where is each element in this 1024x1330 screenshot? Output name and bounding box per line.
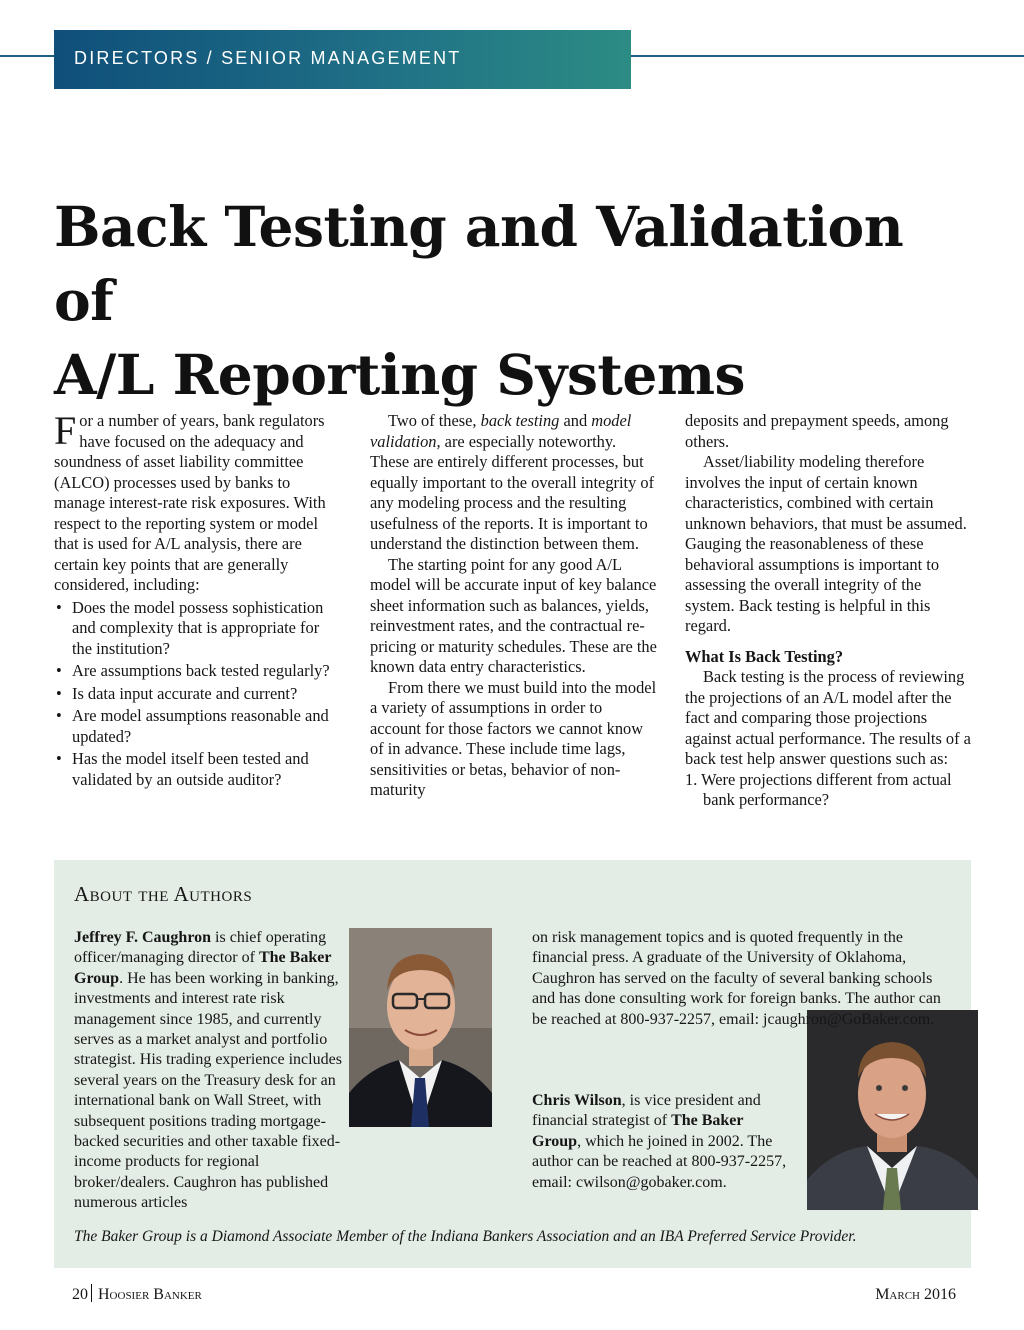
- bullet-icon: •: [56, 706, 62, 725]
- section-label: DIRECTORS / SENIOR MANAGEMENT: [74, 48, 462, 68]
- bullet-icon: •: [56, 597, 62, 617]
- author-bio-wilson: Chris Wilson, is vice president and financial strategist of The Baker Group, which he joined in 2002. The author can be reached at 800-937-2257, email: cwilson@gobaker.com.: [532, 1092, 787, 1191]
- bullet-icon: •: [56, 661, 62, 680]
- author-name: Jeffrey F. Caughron: [74, 929, 212, 946]
- paragraph: deposits and prepayment speeds, among others.: [685, 411, 949, 451]
- membership-note: The Baker Group is a Diamond Associate Member of the Indiana Bankers Association and an IBA Preferred Service Provider.: [74, 1228, 857, 1245]
- about-authors-box: [54, 860, 971, 1268]
- list-item: • Has the model itself been tested and validated by an outside auditor?: [56, 749, 309, 789]
- subheading: What Is Back Testing?: [685, 646, 844, 666]
- author-photo-wilson: [807, 1010, 978, 1210]
- column-3: [685, 411, 972, 811]
- page-number: 20: [72, 1286, 88, 1303]
- publication-name: Hoosier Banker: [98, 1286, 202, 1303]
- question-item: 1. Were projections different from actual bank performance?: [685, 769, 952, 809]
- issue-date: March 2016: [875, 1286, 956, 1303]
- portrait-icon: [807, 1010, 978, 1210]
- paragraph: Asset/liability modeling therefore involves the input of certain known characteristics, combined with certain unknown behaviors, that must be assumed. Gauging the reasonableness of these behavioral assumptions is important to assessing the overall integrity of the system. Back testing is helpful in this regard.: [685, 452, 967, 635]
- author-name: Chris Wilson: [532, 1092, 622, 1109]
- page-footer-left: [72, 1284, 202, 1306]
- author-photo-caughron: [349, 928, 492, 1127]
- bullet-icon: •: [56, 749, 62, 768]
- portrait-icon: [349, 928, 492, 1127]
- page-footer-right: [875, 1284, 956, 1306]
- list-item: • Are model assumptions reasonable and updated?: [56, 706, 329, 746]
- bullet-icon: •: [56, 683, 62, 703]
- list-item: • Is data input accurate and current?: [56, 683, 298, 703]
- list-item: • Are assumptions back tested regularly?: [56, 661, 330, 680]
- company-name: The Baker Group: [532, 1112, 744, 1150]
- title-line-2: A/L Reporting Systems: [54, 342, 745, 407]
- author-bio-continued: on risk management topics and is quoted frequently in the financial press. A graduate of the University of Oklahoma, Caughron has served on the faculty of several banking schools and has done consulting work for foreign banks. The author can be reached at 800-937-2257, email: jcaughron@GoBaker.com.: [532, 929, 941, 1028]
- column-1: [54, 408, 341, 792]
- section-banner: [54, 30, 631, 89]
- list-item: • Does the model possess sophistication and complexity that is appropriate for the institution?: [56, 597, 324, 658]
- title-line-1: Back Testing and Validation of: [54, 194, 904, 333]
- paragraph: From there we must build into the model a variety of assumptions in order to account for those factors we cannot know of in advance. These include time lags, sensitivities or betas, behavior of non-maturity: [370, 677, 657, 799]
- footer-divider: [91, 1284, 92, 1302]
- article-title: [54, 190, 974, 412]
- paragraph: Two of these, back testing and model validation, are especially noteworthy. These are entirely different processes, but equally important to the overall integrity of any modeling process and the resulting usefulness of the reports. It is important to understand the distinction between them.: [370, 411, 655, 553]
- paragraph: Back testing is the process of reviewing the projections of an A/L model after the fact and comparing those projections against actual performance. The results of a back test help answer questions such as:: [685, 667, 971, 768]
- company-name: The Baker Group: [74, 949, 332, 987]
- paragraph: The starting point for any good A/L model will be accurate input of key balance sheet information such as balances, yields, reinvestment rates, and the contractual re-pricing or maturity schedules. These are the known data entry characteristics.: [370, 554, 657, 676]
- about-title: About the Authors: [74, 882, 253, 906]
- author-bio-caughron: Jeffrey F. Caughron is chief operating officer/managing director of The Baker Group. He has been working in banking, investments and interest rate risk management since 1985, and currently serves as a market analyst and portfolio strategist. His trading experience includes several years on the Treasury desk for an international bank on Wall Street, with subsequent positions trading mortgage-backed securities and other taxable fixed-income products for regional broker/dealers. Caughron has published numerous articles: [74, 929, 342, 1212]
- column-2: [370, 411, 657, 801]
- key-points-list: [54, 598, 341, 791]
- drop-cap: F: [54, 408, 77, 453]
- intro-paragraph: For a number of years, bank regulators have focused on the adequacy and soundness of asset liability committee (ALCO) processes used by banks to manage interest-rate risk exposures. With respect to the reporting system or model that is used for A/L analysis, there are certain key points that are generally considered, including:: [54, 408, 326, 594]
